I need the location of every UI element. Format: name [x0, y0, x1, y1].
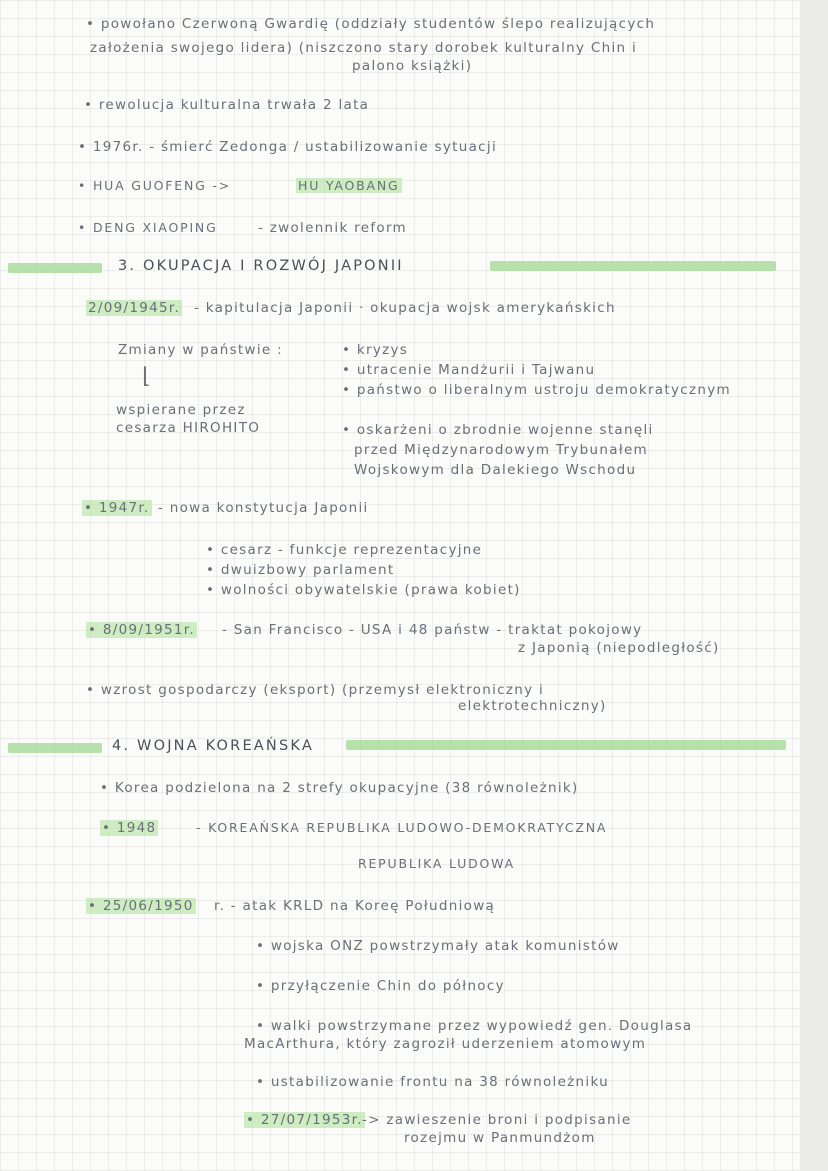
- date-highlight: • 1948: [102, 820, 157, 836]
- list-item: • wojska ONZ powstrzymały atak komunistów: [256, 938, 620, 954]
- text-line: - zwolennik reform: [258, 220, 408, 236]
- list-item: • walki powstrzymane przez wypowiedź gen. Douglasa: [256, 1018, 693, 1034]
- text-line: - San Francisco - USA i 48 państw - traktat pokojowy: [222, 622, 643, 638]
- list-item: • państwo o liberalnym ustroju demokratycznym: [342, 382, 731, 398]
- list-item: • przyłączenie Chin do północy: [256, 978, 505, 994]
- text-line: • rewolucja kulturalna trwała 2 lata: [84, 97, 370, 113]
- date-highlight: • 8/09/1951r.: [88, 622, 195, 638]
- highlighted-name: HU YAOBANG: [298, 178, 400, 193]
- date-highlight: 2/09/1945r.: [88, 300, 181, 316]
- section-heading: 4. WOJNA KOREAŃSKA: [112, 738, 314, 754]
- text-line: z Japonią (niepodległość): [518, 640, 720, 656]
- list-item: • cesarz - funkcje reprezentacyjne: [206, 542, 483, 558]
- heading-highlight: [490, 261, 776, 271]
- date-highlight: • 27/07/1953r.: [246, 1112, 363, 1128]
- text-line: REPUBLIKA LUDOWA: [358, 856, 515, 871]
- text-line: elektrotechniczny): [458, 698, 607, 714]
- list-item: • dwuizbowy parlament: [206, 562, 395, 578]
- page-edge: [800, 0, 828, 1171]
- list-item: przed Międzynarodowym Trybunałem: [354, 442, 649, 458]
- date-highlight: • 1947r.: [84, 500, 150, 516]
- text-line: założenia swojego lidera) (niszczono stary dorobek kulturalny Chin i: [90, 40, 638, 56]
- date-highlight: • 25/06/1950: [88, 898, 194, 914]
- list-item: • oskarżeni o zbrodnie wojenne stanęli: [342, 422, 654, 438]
- text-line: • DENG XIAOPING: [78, 220, 218, 235]
- text-line: r. - atak KRLD na Koreę Południową: [214, 898, 496, 914]
- list-item: • ustabilizowanie frontu na 38 równoleżniku: [256, 1074, 610, 1090]
- text-line: - kapitulacja Japonii · okupacja wojsk amerykańskich: [194, 300, 616, 316]
- section-heading: 3. OKUPACJA I ROZWÓJ JAPONII: [118, 258, 404, 274]
- heading-highlight: [8, 743, 102, 753]
- text-line: • 1976r. - śmierć Zedonga / ustabilizowanie sytuacji: [78, 139, 497, 155]
- arrow-down-icon: ⌊: [142, 364, 151, 389]
- text-line: wspierane przez: [116, 402, 246, 418]
- heading-highlight: [346, 740, 786, 750]
- text-line: • HUA GUOFENG ->: [78, 178, 231, 193]
- text-line: - nowa konstytucja Japonii: [158, 500, 369, 516]
- text-line: • powołano Czerwoną Gwardię (oddziały studentów ślepo realizujących: [86, 16, 656, 32]
- text-line: -> zawieszenie broni i podpisanie: [362, 1112, 632, 1128]
- text-line: • wzrost gospodarczy (eksport) (przemysł elektroniczny i: [86, 682, 545, 698]
- heading-highlight: [8, 263, 102, 273]
- list-item: • kryzys: [342, 342, 409, 358]
- text-line: • Korea podzielona na 2 strefy okupacyjne (38 równoleżnik): [100, 780, 579, 796]
- list-item: • wolności obywatelskie (prawa kobiet): [206, 582, 521, 598]
- text-line: - KOREAŃSKA REPUBLIKA LUDOWO-DEMOKRATYCZNA: [196, 820, 608, 835]
- list-item: • utracenie Mandżurii i Tajwanu: [342, 362, 596, 378]
- text-line: cesarza HIROHITO: [116, 420, 261, 436]
- text-line: rozejmu w Panmundżom: [404, 1130, 596, 1146]
- list-item: Wojskowym dla Dalekiego Wschodu: [354, 462, 637, 478]
- text-line: palono książki): [352, 58, 473, 74]
- list-item: MacArthura, który zagroził uderzeniem atomowym: [244, 1036, 647, 1052]
- text-line: Zmiany w państwie :: [118, 342, 283, 358]
